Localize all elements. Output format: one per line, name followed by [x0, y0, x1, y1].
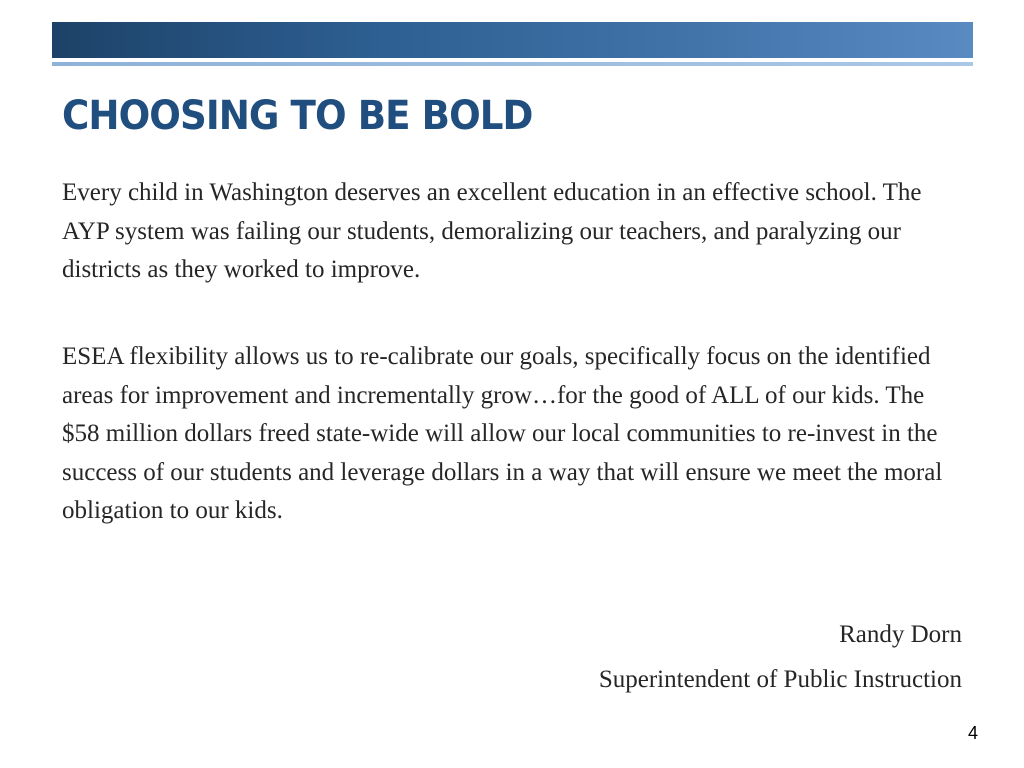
- body-paragraph-2: ESEA flexibility allows us to re-calibrate our goals, specifically focus on the identified areas for improvement and incrementally grow…for the good of ALL of our kids. The $58 million dollars freed state-wide will allow our local communities to re-invest in the success of our students and leverage dollars in a way that will ensure we meet the moral obligation to our kids.: [62, 343, 943, 524]
- header-bar: [52, 22, 973, 58]
- page-number: 4: [967, 723, 978, 743]
- body-paragraph-1: Every child in Washington deserves an excellent education in an effective school. The AYP system was failing our students, demoralizing our teachers, and paralyzing our districts as they worked to improve.: [62, 179, 922, 283]
- signature-name: Randy Dorn: [839, 621, 962, 648]
- signature-title: Superintendent of Public Instruction: [598, 666, 962, 693]
- header-accent-line: [52, 62, 973, 66]
- slide-title: CHOOSING TO BE BOLD: [62, 93, 533, 139]
